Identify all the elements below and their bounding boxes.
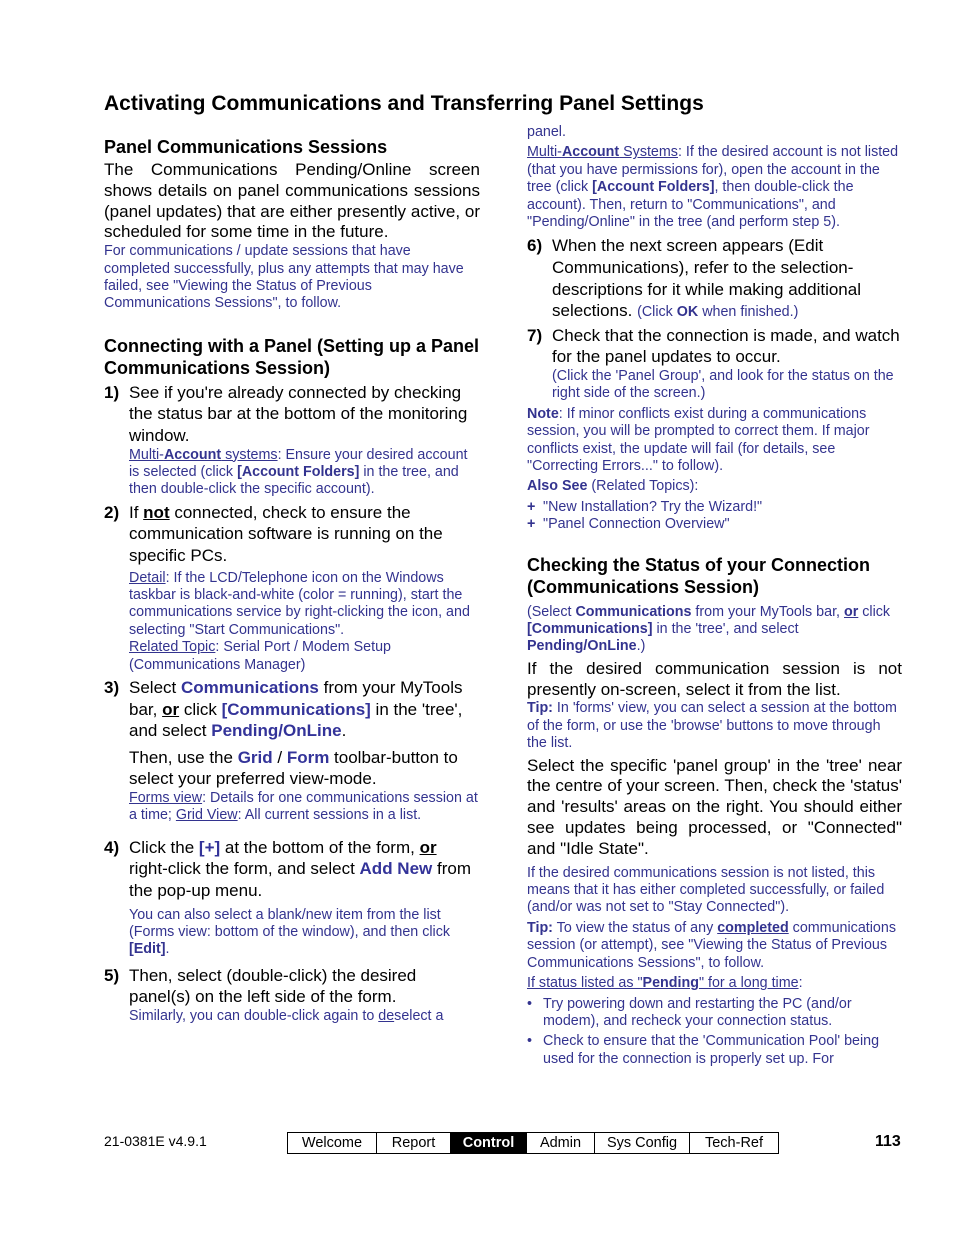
step-note: Similarly, you can double-click again to deselect a	[129, 1008, 444, 1024]
bullet-icon: •	[527, 1033, 533, 1050]
detail-link[interactable]: Detail	[129, 569, 166, 586]
section-heading-checking-status: Checking the Status of your Connection (Communications Session)	[527, 554, 871, 597]
step-text: If not connected, check to ensure the communication software is running on the specific PCs.	[129, 502, 443, 565]
step-text: Then, select (double-click) the desired panel(s) on the left side of the form.	[129, 965, 417, 1007]
step-3	[104, 677, 480, 825]
step-text-view-mode: Then, use the Grid / Form toolbar-button to select your preferred view-mode.	[129, 747, 458, 789]
step-4	[104, 837, 480, 959]
bullet-icon: •	[527, 995, 533, 1012]
pending-heading: If status listed as "Pending" for a long time:	[527, 975, 803, 992]
step-note: Detail: If the LCD/Telephone icon on the Windows taskbar is black-and-white (color = running), start the communications service by right-clicking the icon, and selecting "Start Communications".	[129, 569, 470, 638]
page-title: Activating Communications and Transferring Panel Settings	[104, 92, 704, 115]
conflicts-note: Note: If minor conflicts exist during a communications session, you will be prompted to correct them. If major conflicts exist, the update will fail (for details, see "Correcting Errors..." to follow).	[527, 405, 870, 475]
step-text: When the next screen appears (Edit Communications), refer to the selection-descriptions for it while making additional selections. (Click OK when finished.)	[552, 236, 861, 321]
multi-account-link[interactable]: Multi-Account systems	[129, 446, 278, 463]
continued-note: panel.	[527, 124, 566, 140]
tab-control[interactable]: Control	[451, 1133, 527, 1153]
step-number: 6)	[527, 236, 543, 256]
tab-sys-config[interactable]: Sys Config	[595, 1133, 690, 1153]
page-number: 113	[875, 1133, 901, 1150]
step-note: You can also select a blank/new item from the list (Forms view: bottom of the window), and then click [Edit].	[129, 906, 451, 958]
right-column	[527, 122, 902, 1068]
multi-account-systems-link[interactable]: Multi-Account Systems	[527, 144, 678, 161]
tab-welcome[interactable]: Welcome	[288, 1133, 377, 1153]
step-note: (Click the 'Panel Group', and look for the status on the right side of the screen.)	[552, 368, 894, 402]
step-note: Multi-Account systems: Ensure your desired account is selected (click [Account Folders] in the tree, and then double-click the specific account).	[129, 446, 468, 498]
step-2	[104, 502, 480, 674]
plus-icon: +	[527, 516, 536, 533]
footer	[0, 1130, 954, 1156]
step-text: Select Communications from your MyTools bar, or click [Communications] in the 'tree', and select Pending/OnLine.	[129, 678, 463, 741]
related-link-wizard[interactable]: + "New Installation? Try the Wizard!"	[527, 498, 763, 515]
step-1	[104, 382, 480, 499]
also-see: Also See (Related Topics):	[527, 478, 699, 495]
select-session-text: If the desired communication session is not presently on-screen, select it from the list.	[527, 658, 902, 699]
left-column	[104, 122, 480, 1025]
related-topic-link[interactable]: Related Topic	[129, 639, 216, 656]
not-listed-note: If the desired communications session is not listed, this means that it has either completed successfully, or failed (and/or was not set to "Stay Connected").	[527, 864, 885, 916]
multi-account-note: Multi-Account Systems: If the desired account is not listed (that you have permissions for), open the account in the tree (click [Account Folders], then double-click the account). Then, return to "Communications", and "Pending/Online" in the tree (and perform step 5).	[527, 144, 899, 231]
tab-report[interactable]: Report	[377, 1133, 451, 1153]
step-text: See if you're already connected by checking the status bar at the bottom of the monitoring window.	[129, 382, 468, 445]
step-text: Check that the connection is made, and watch for the panel updates to occur.	[552, 325, 900, 367]
step-number: 7)	[527, 325, 543, 345]
select-communications-note: (Select Communications from your MyTools bar, or click [Communications] in the 'tree', and select Pending/OnLine.)	[527, 603, 891, 655]
section-note-panel-sessions: For communications / update sessions that have completed successfully, plus any attempts that may have failed, see "Viewing the Status of Previous Communications Sessions", to follow.	[104, 243, 464, 312]
plus-icon: +	[527, 498, 536, 515]
list-item: • Try powering down and restarting the PC (and/or modem), and recheck your connection status.	[527, 995, 852, 1029]
step-5	[104, 965, 480, 1026]
step-number: 1)	[104, 382, 120, 402]
forms-view-link[interactable]: Forms view	[129, 790, 203, 806]
document-id: 21-0381E v4.9.1	[104, 1133, 207, 1149]
footer-nav	[287, 1132, 779, 1154]
step-number: 4)	[104, 837, 120, 857]
step-number: 5)	[104, 965, 120, 985]
step-text: Click the [+] at the bottom of the form, or right-click the form, and select Add New from the pop-up menu.	[129, 837, 471, 900]
grid-view-link[interactable]: Grid View	[175, 807, 238, 824]
tip-forms-view: Tip: In 'forms' view, you can select a session at the bottom of the form, or use the 'browse' buttons to move through the list.	[527, 700, 897, 752]
section-body-panel-sessions: The Communications Pending/Online screen shows details on panel communications sessions (panel updates) that are either presently active, or scheduled for some time in the future.	[104, 160, 480, 242]
step-number: 2)	[104, 502, 120, 522]
step-7	[527, 325, 902, 403]
step-6	[527, 235, 902, 321]
tip-completed: Tip: To view the status of any completed communications session (or attempt), see "Viewing the Status of Previous Communications Sessions", to follow.	[527, 919, 896, 971]
step-note-related: Related Topic: Serial Port / Modem Setup (Communications Manager)	[129, 639, 391, 673]
select-panel-group-text: Select the specific 'panel group' in the 'tree' near the centre of your screen. Then, check the 'status' and 'results' areas on the right. You should either see updates being processed, or "Connected" and "Idle State".	[527, 755, 902, 858]
tab-tech-ref[interactable]: Tech-Ref	[704, 1135, 764, 1151]
step-note: Forms view: Details for one communications session at a time; Grid View: All current sessions in a list.	[129, 790, 478, 824]
section-heading-panel-sessions: Panel Communications Sessions	[104, 137, 388, 157]
section-heading-connecting: Connecting with a Panel (Setting up a Panel Communications Session)	[104, 335, 480, 378]
step-number: 3)	[104, 678, 120, 698]
related-link-overview[interactable]: + "Panel Connection Overview"	[527, 516, 730, 533]
tab-admin[interactable]: Admin	[527, 1133, 595, 1153]
list-item: • Check to ensure that the 'Communication Pool' being used for the connection is properly set up. For	[527, 1033, 880, 1067]
